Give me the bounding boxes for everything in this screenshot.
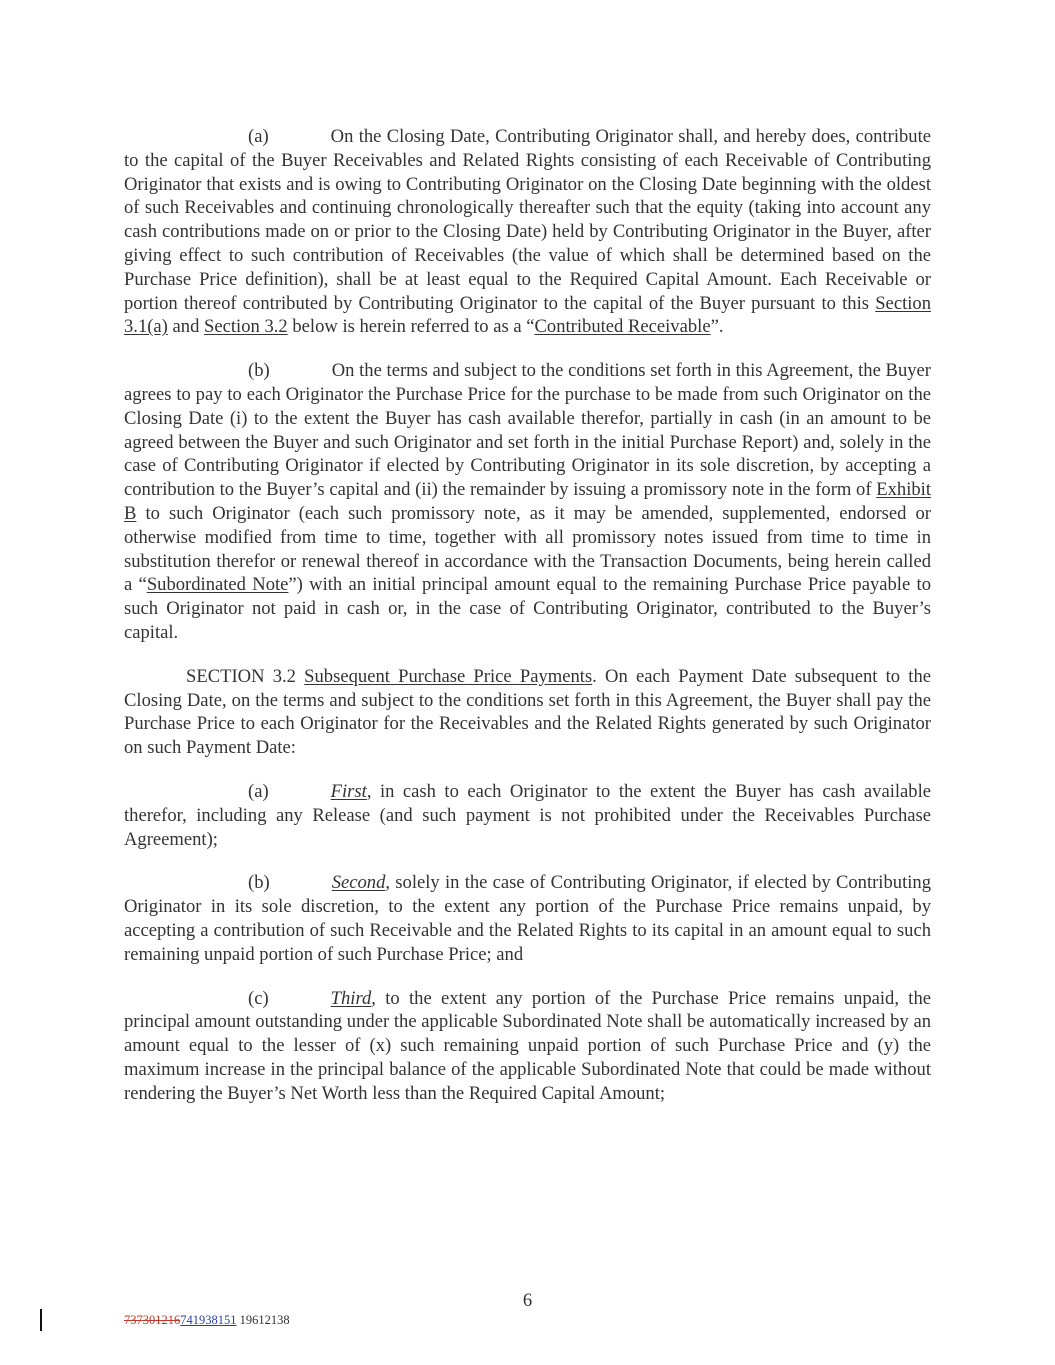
deleted-doc-id: 737301216 bbox=[124, 1313, 181, 1327]
section-3-2-text: . On each Payment Date subsequent to the Closing Date, on the terms and subject to the conditions set forth in this Agreement, the Buyer shall pay the Purchase Price to each Originator for the Receivables and the Related Rights generated by such Originator on such Payment Date: bbox=[124, 665, 931, 759]
section-3-1a-reference: Section 3.1(a) bbox=[124, 292, 931, 338]
sub-b-text: , solely in the case of Contributing Originator, if elected by Contributing Originator in its sole discretion, to the extent any portion of the Purchase Price remains unpaid, by accepting a contribution of such Receivable and the Related Rights to its capital in an amount equal to such remaining unpaid portion of such Purchase Price; and bbox=[124, 872, 931, 965]
contributed-receivable-term: Contributed Receivable bbox=[534, 316, 711, 338]
para-a-label: (a) bbox=[248, 126, 269, 147]
sub-c-label: (c) bbox=[248, 987, 269, 1009]
sub-b-label: (b) bbox=[248, 872, 270, 894]
first-keyword: First bbox=[330, 780, 367, 802]
paragraph-3-1-a bbox=[124, 125, 931, 339]
doc-id: 19612138 bbox=[236, 1313, 290, 1327]
para-b-text-3: ”) with an initial principal amount equal to the remaining Purchase Price payable to such Originator not paid in cash or, in the case of Contributing Originator, contributed to the Buyer’s capital. bbox=[124, 574, 931, 643]
clause-3-2-b bbox=[124, 871, 931, 966]
para-a-text-3: below is herein referred to as a “ bbox=[287, 316, 535, 338]
para-a-text-4: ”. bbox=[710, 316, 724, 338]
section-3-2 bbox=[124, 665, 931, 760]
inserted-doc-id: 741938151 bbox=[180, 1313, 237, 1327]
clause-3-2-a bbox=[124, 780, 931, 851]
page-number: 6 bbox=[522, 1290, 533, 1311]
para-a-text-2: and bbox=[167, 316, 205, 338]
section-3-2-label: SECTION 3.2 bbox=[186, 665, 305, 687]
paragraph-3-1-b bbox=[124, 359, 931, 645]
exhibit-b-reference: Exhibit B bbox=[124, 479, 931, 524]
para-a-text-1: On the Closing Date, Contributing Originator shall, and hereby does, contribute to the capital of the Buyer Receivables and Related Rights consisting of each Receivable of Contributing Originator that exists and is owing to Contributing Originator on the Closing Date beginning with the oldest of such Receivables and continuing chronologically thereafter such that the equity (taking into account any cash contributions made on or prior to the Closing Date) held by Contributing Originator in the Buyer, after giving effect to such contribution of Receivables (the value of which shall be determined based on the Purchase Price definition), shall be at least equal to the Required Capital Amount. Each Receivable or portion thereof contributed by Contributing Originator to the capital of the Buyer pursuant to this bbox=[124, 126, 931, 314]
clause-3-2-c bbox=[124, 987, 931, 1106]
change-bar bbox=[40, 1309, 42, 1331]
document-id-footer bbox=[124, 1313, 290, 1328]
subordinated-note-term: Subordinated Note bbox=[146, 574, 289, 596]
sub-a-text: , in cash to each Originator to the extent the Buyer has cash available therefor, including any Release (and such payment is not prohibited under the Receivables Purchase Agreement); bbox=[124, 780, 931, 850]
para-b-text-2: to such Originator (each such promissory note, as it may be amended, supplemented, endorsed or otherwise modified from time to time, together with all promissory notes issued from time to time in substitution therefor or renewal thereof in accordance with the Transaction Documents, being herein called a “ bbox=[124, 502, 931, 596]
section-3-2-reference: Section 3.2 bbox=[204, 316, 288, 338]
para-b-text-1: On the terms and subject to the conditions set forth in this Agreement, the Buyer agrees to pay to each Originator the Purchase Price for the purchase to be made from such Originator on the Closing Date (i) to the extent the Buyer has cash available therefor, partially in cash (in an amount to be agreed between the Buyer and such Originator and set forth in the initial Purchase Report) and, solely in the case of Contributing Originator if elected by Contributing Originator in its sole discretion, by accepting a contribution to the Buyer’s capital and (ii) the remainder by issuing a promissory note in the form of bbox=[124, 360, 931, 501]
second-keyword: Second bbox=[331, 872, 386, 894]
document-body bbox=[124, 125, 931, 1125]
sub-c-text: , to the extent any portion of the Purchase Price remains unpaid, the principal amount outstanding under the applicable Subordinated Note shall be automatically increased by an amount equal to the lesser of (x) such remaining unpaid portion of such Purchase Price and (y) the maximum increase in the principal balance of the applicable Subordinated Note that could be made without rendering the Buyer’s Net Worth less than the Required Capital Amount; bbox=[124, 987, 931, 1104]
section-3-2-heading: Subsequent Purchase Price Payments bbox=[304, 665, 593, 687]
para-b-label: (b) bbox=[248, 360, 270, 382]
sub-a-label: (a) bbox=[248, 780, 269, 802]
third-keyword: Third bbox=[330, 987, 372, 1009]
